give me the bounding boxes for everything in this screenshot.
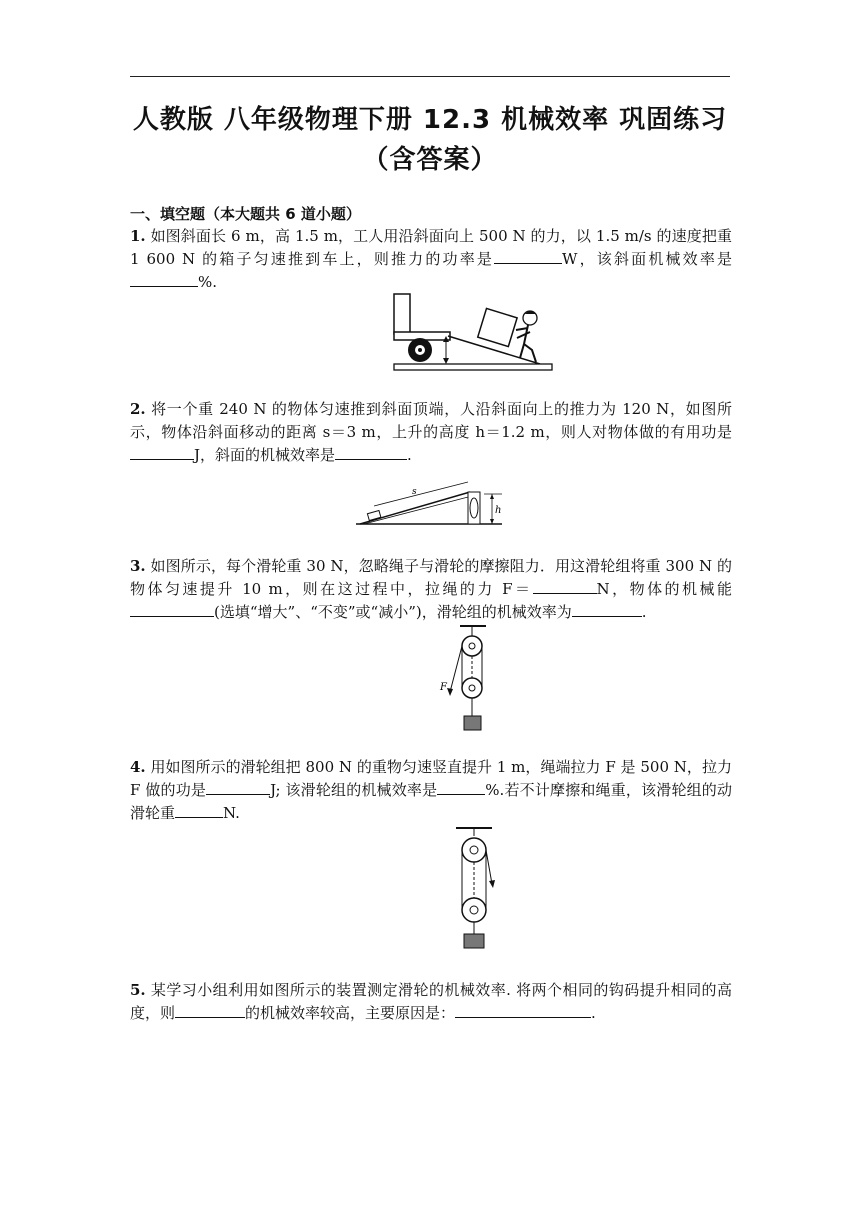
pulley-system-figure-4 xyxy=(448,826,504,952)
question-text: 如图所示，每个滑轮重 30 N，忽略绳子与滑轮的摩擦阻力．用这滑轮组将重 300 N 的物体匀速提升 10 m，则在这过程中，拉绳的力 F＝ xyxy=(130,557,732,598)
question-text: 的机械效率较高，主要原因是： xyxy=(245,1004,456,1022)
pulley-system-figure-3 xyxy=(436,624,496,734)
question-text: (选填“增大”、“不变”或“减小”)，滑轮组的机械效率为 xyxy=(214,603,572,621)
question-number: 2. xyxy=(130,400,146,418)
question-text: N. xyxy=(223,804,240,822)
distance-label: s xyxy=(412,487,417,497)
question-text: N，物体的机械能 xyxy=(596,580,732,598)
worker-body xyxy=(516,325,536,362)
force-label: F xyxy=(440,682,447,693)
answer-blank[interactable] xyxy=(175,803,223,818)
answer-blank[interactable] xyxy=(572,602,642,617)
answer-blank[interactable] xyxy=(335,445,407,460)
question-number: 5. xyxy=(130,981,146,999)
answer-blank[interactable] xyxy=(130,602,214,617)
answer-blank[interactable] xyxy=(437,780,485,795)
answer-blank[interactable] xyxy=(494,249,562,264)
answer-blank[interactable] xyxy=(175,1003,245,1018)
page-title: 人教版 八年级物理下册 12.3 机械效率 巩固练习（含答案） xyxy=(132,105,728,175)
question-text: J; 该滑轮组的机械效率是 xyxy=(270,781,438,799)
section-heading: 一、填空题（本大题共 6 道小题） xyxy=(130,205,361,223)
question-text: 用如图所示的滑轮组把 800 N 的重物匀速竖直提升 1 m，绳端拉力 F 是 500 N，拉力 F 做的功是 xyxy=(130,758,732,799)
question-text: 如图斜面长 6 m，高 1.5 m，工人用沿斜面向上 500 N 的力，以 1.5 m/s 的速度把重 1 600 N 的箱子匀速推到车上，则推力的功率是 xyxy=(130,227,732,268)
load-weight xyxy=(464,716,481,730)
question-4 xyxy=(130,756,732,825)
question-5 xyxy=(130,979,732,1025)
pull-arrow xyxy=(489,880,495,888)
question-text: %. xyxy=(198,273,218,291)
question-text: J，斜面的机械效率是 xyxy=(194,446,336,464)
question-text: 某学习小组利用如图所示的装置测定滑轮的机械效率. 将两个相同的钩码提升相同的高度，则 xyxy=(130,981,732,1022)
question-text: . xyxy=(641,603,647,621)
ground xyxy=(394,364,552,370)
height-label: h xyxy=(495,505,502,516)
answer-blank[interactable] xyxy=(533,579,597,594)
header-rule xyxy=(130,76,730,77)
load-weight xyxy=(464,934,484,948)
question-text: . xyxy=(407,446,412,464)
box xyxy=(478,308,517,346)
question-1 xyxy=(130,225,732,294)
question-text: %.若不计摩擦和绳重，该滑轮组的动滑轮重 xyxy=(130,781,732,822)
question-text: . xyxy=(591,1004,596,1022)
force-arrow xyxy=(447,688,453,696)
question-3 xyxy=(130,555,732,624)
truck-cab xyxy=(394,294,410,334)
question-text: W，该斜面机械效率是 xyxy=(562,250,733,268)
question-2 xyxy=(130,398,732,467)
answer-blank[interactable] xyxy=(455,1003,591,1018)
answer-blank[interactable] xyxy=(206,780,270,795)
question-number: 4. xyxy=(130,758,146,776)
incline-figure xyxy=(352,478,508,528)
question-number: 1. xyxy=(130,227,146,245)
question-number: 3. xyxy=(130,557,146,575)
answer-blank[interactable] xyxy=(130,272,198,287)
question-text: 将一个重 240 N 的物体匀速推到斜面顶端，人沿斜面向上的推力为 120 N，如图所示，物体沿斜面移动的距离 s＝3 m，上升的高度 h＝1.2 m，则人对物体做的有用功是 xyxy=(130,400,732,441)
answer-blank[interactable] xyxy=(130,445,194,460)
ramp-truck-figure xyxy=(390,292,556,374)
